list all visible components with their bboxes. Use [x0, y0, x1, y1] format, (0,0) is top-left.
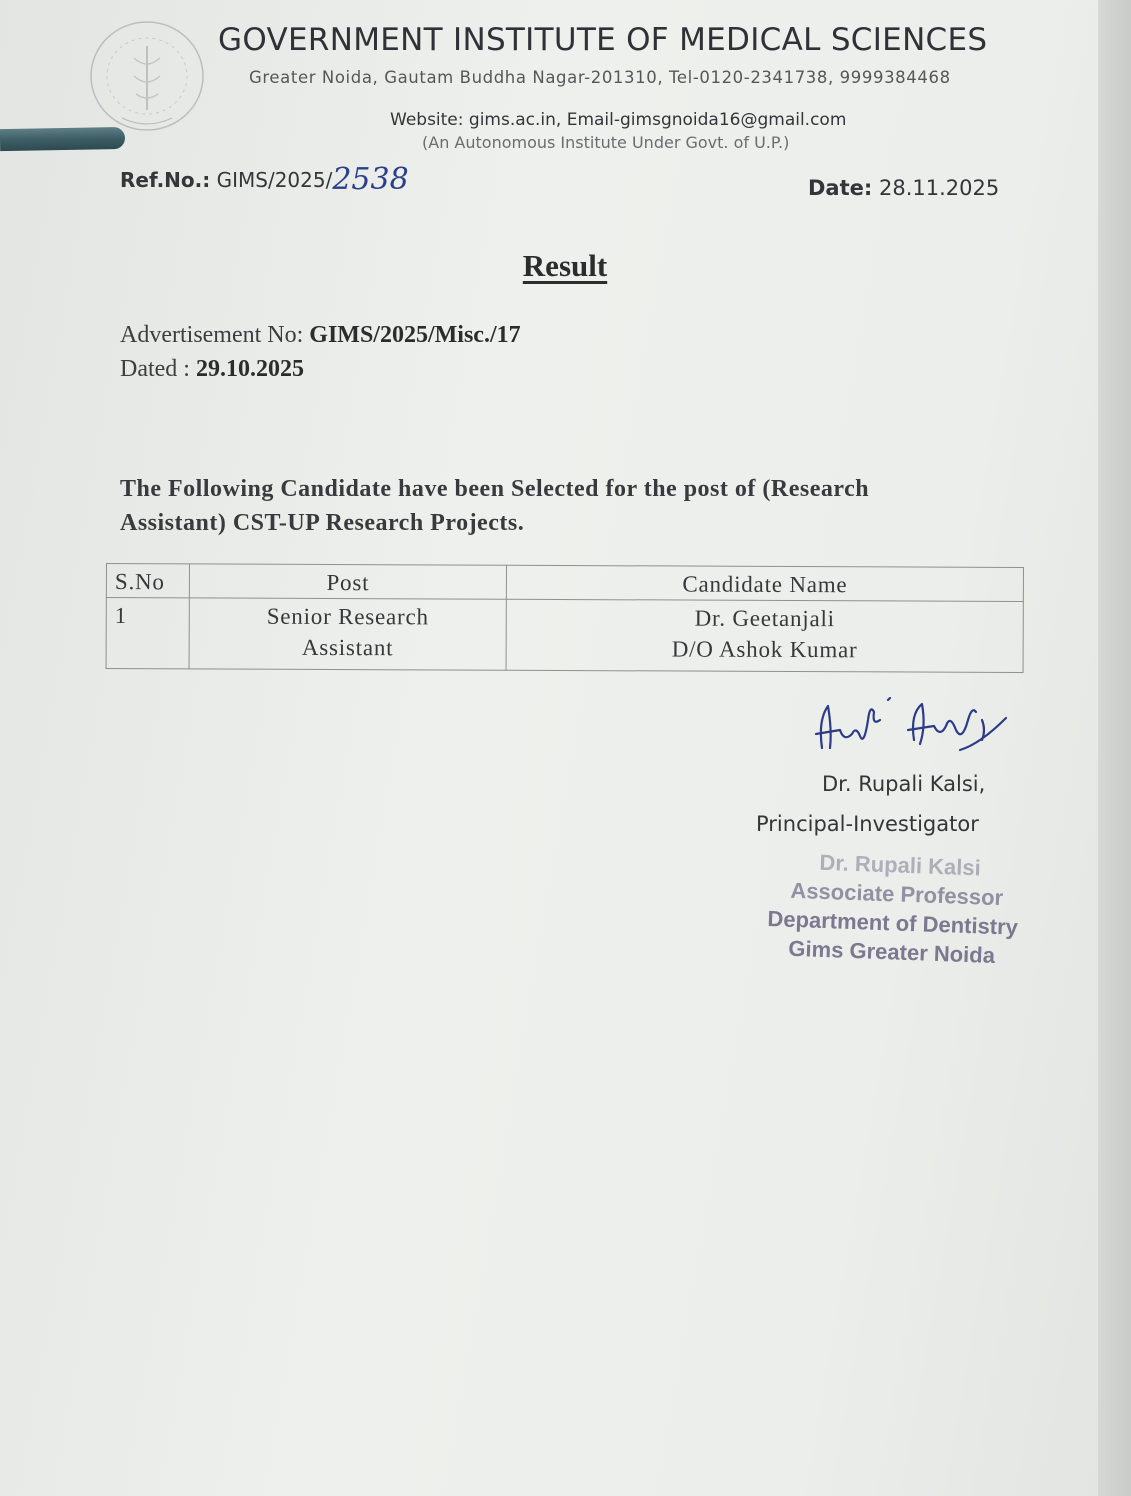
institute-note: (An Autonomous Institute Under Govt. of U.P.) [422, 133, 790, 152]
dated-label: Dated : [120, 356, 190, 382]
advertisement-number [120, 322, 521, 349]
post-line-1: Senior Research [266, 603, 429, 630]
stamp-line-1: Dr. Rupali Kalsi [819, 849, 982, 881]
header-post: Post [189, 564, 506, 599]
signatory-name: Dr. Rupali Kalsi, [822, 772, 986, 796]
candidate-name-line-2: D/O Ashok Kumar [671, 636, 858, 663]
adv-label: Advertisement No: [120, 322, 304, 348]
post-line-2: Assistant [301, 634, 394, 661]
cell-candidate-name [506, 599, 1023, 672]
advertisement-dated [120, 356, 304, 383]
institute-contact: Website: gims.ac.in, Email-gimsgnoida16@gmail.com [390, 110, 847, 130]
header-candidate-name: Candidate Name [506, 565, 1023, 601]
institute-address: Greater Noida, Gautam Buddha Nagar-201310, Tel-0120-2341738, 9999384468 [249, 68, 951, 87]
document-title: Result [522, 248, 608, 283]
institute-logo-icon [84, 18, 210, 138]
signature-text: Rupali Kalsi [810, 690, 816, 691]
dated-value: 29.10.2025 [195, 356, 304, 382]
reference-number [120, 160, 409, 195]
selection-statement: The Following Candidate have been Selected for the post of (Research Assistant) CST-UP Research Projects. [120, 476, 870, 536]
cell-sno: 1 [106, 598, 189, 669]
header-sno: S.No [106, 564, 189, 598]
cell-post [189, 598, 506, 670]
stamp-line-2: Associate Professor [790, 877, 1004, 911]
result-table [106, 563, 1024, 673]
date-value: 28.11.2025 [878, 176, 1000, 200]
page-edge-shadow [1098, 0, 1131, 1496]
ref-handwritten-number: 2538 [332, 162, 409, 197]
institute-name: GOVERNMENT INSTITUTE OF MEDICAL SCIENCES [218, 22, 988, 58]
letter-date [808, 176, 999, 200]
candidate-name-line-1: Dr. Geetanjali [694, 605, 835, 632]
official-stamp [764, 846, 1038, 971]
table-row [106, 598, 1023, 673]
stamp-line-4: Gims Greater Noida [788, 935, 996, 968]
date-label: Date: [808, 176, 873, 200]
ref-label: Ref.No.: [120, 168, 211, 192]
handwritten-signature [810, 690, 1020, 770]
ref-prefix: GIMS/2025/ [216, 168, 333, 192]
stamp-line-3: Department of Dentistry [767, 906, 1019, 940]
signatory-role: Principal-Investigator [756, 812, 979, 836]
table-header-row [106, 564, 1023, 602]
adv-number: GIMS/2025/Misc./17 [309, 322, 521, 348]
